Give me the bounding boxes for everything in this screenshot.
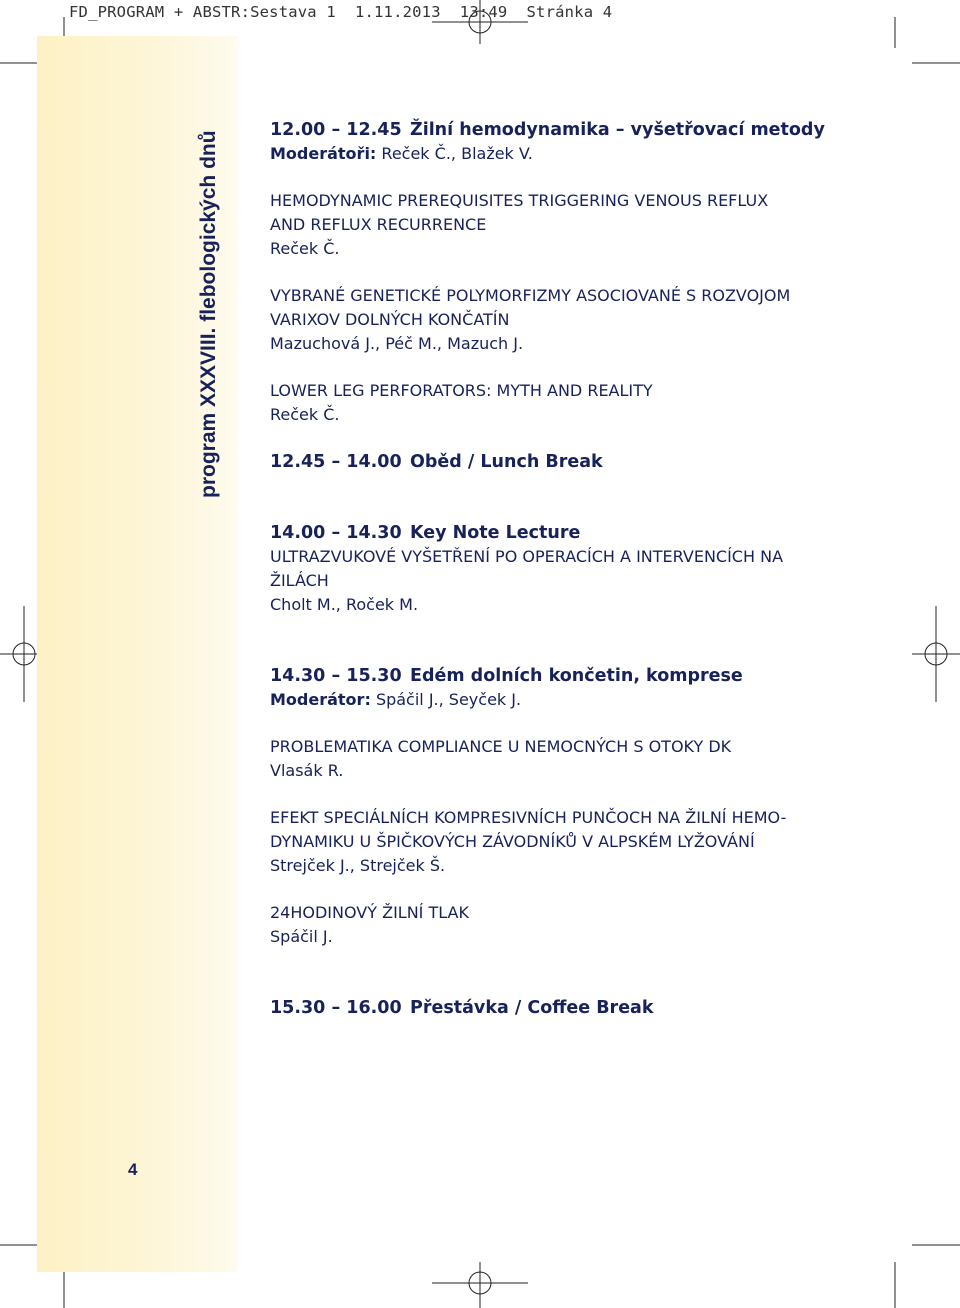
print-slug: FD_PROGRAM + ABSTR:Sestava 1 1.11.2013 13:49 Stránka 4 [69, 3, 613, 21]
session-title: Žilní hemodynamika – vyšetřovací metody [410, 120, 825, 140]
session-title: Key Note Lecture [410, 523, 581, 543]
session-time: 14.00 – 14.30 [270, 523, 402, 543]
moderator-names: Spáčil J., Seyček J. [375, 690, 522, 709]
talk-authors: Strejček J., Strejček Š. [270, 856, 446, 875]
moderator-names: Reček Č., Blažek V. [381, 144, 533, 163]
talk-title-line: EFEKT SPECIÁLNÍCH KOMPRESIVNÍCH PUNČOCH NA ŽILNÍ HEMO- [270, 808, 787, 827]
session-block [270, 450, 830, 474]
talk-title-line: VYBRANÉ GENETICKÉ POLYMORFIZMY ASOCIOVANÉ S ROZVOJOM [270, 286, 791, 305]
session-heading [270, 996, 830, 1020]
talk-title-line: ŽILÁCH [270, 571, 329, 590]
talk-title-line: 24HODINOVÝ ŽILNÍ TLAK [270, 903, 469, 922]
session-title: Oběd / Lunch Break [410, 452, 603, 472]
session-block [270, 664, 830, 712]
session-time: 12.45 – 14.00 [270, 452, 402, 472]
session-title: Edém dolních končetin, komprese [410, 666, 743, 686]
talk [270, 901, 830, 949]
session-block [270, 118, 830, 166]
talk [270, 735, 830, 783]
moderators-line [270, 688, 830, 712]
talk-title-line: LOWER LEG PERFORATORS: MYTH AND REALITY [270, 381, 653, 400]
talk [270, 189, 830, 261]
talk-title-line: DYNAMIKU U ŠPIČKOVÝCH ZÁVODNÍKŮ V ALPSKÉM LYŽOVÁNÍ [270, 832, 755, 851]
talk-authors: Cholt M., Roček M. [270, 595, 419, 614]
talk [270, 806, 830, 878]
moderator-label: Moderátor: [270, 690, 371, 709]
talk-authors: Vlasák R. [270, 761, 344, 780]
moderators-line [270, 142, 830, 166]
talk-authors: Mazuchová J., Péč M., Mazuch J. [270, 334, 524, 353]
talk [270, 284, 830, 356]
session-heading [270, 118, 830, 142]
session-heading [270, 450, 830, 474]
side-title: program XXXVIII. flebologických dnů [197, 130, 220, 498]
talk-title-line: ULTRAZVUKOVÉ VYŠETŘENÍ PO OPERACÍCH A INTERVENCÍCH NA [270, 547, 784, 566]
session-time: 15.30 – 16.00 [270, 998, 402, 1018]
session-block [270, 996, 830, 1020]
talk-authors: Reček Č. [270, 239, 340, 258]
session-heading [270, 521, 830, 545]
session-time: 14.30 – 15.30 [270, 666, 402, 686]
session-title: Přestávka / Coffee Break [410, 998, 654, 1018]
talk [270, 379, 830, 427]
talk-title-line: PROBLEMATIKA COMPLIANCE U NEMOCNÝCH S OTOKY DK [270, 737, 732, 756]
talk-title-line: AND REFLUX RECURRENCE [270, 215, 487, 234]
page-number: 4 [128, 1160, 138, 1179]
program-content [270, 118, 830, 1043]
talk-title-line: VARIXOV DOLNÝCH KONČATÍN [270, 310, 510, 329]
session-block [270, 521, 830, 617]
talk-title-line: HEMODYNAMIC PREREQUISITES TRIGGERING VENOUS REFLUX [270, 191, 769, 210]
talk-authors: Reček Č. [270, 405, 340, 424]
moderator-label: Moderátoři: [270, 144, 377, 163]
talk-authors: Spáčil J. [270, 927, 333, 946]
session-time: 12.00 – 12.45 [270, 120, 402, 140]
session-heading [270, 664, 830, 688]
